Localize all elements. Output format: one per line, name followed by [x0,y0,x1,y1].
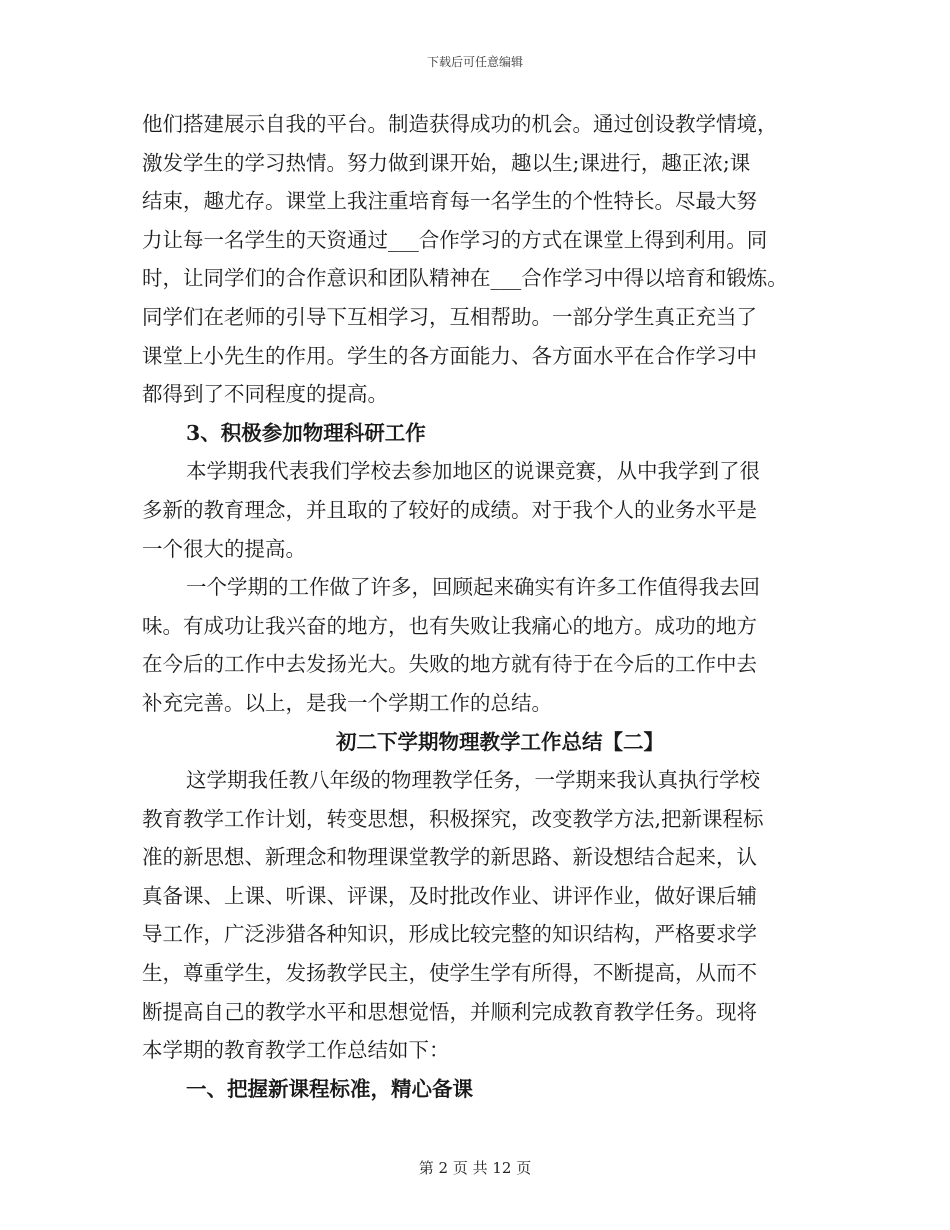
paragraph-line: 真备课、上课、听课、评课，及时批改作业、讲评作业，做好课后辅 [142,883,757,908]
paragraph-line: 一个学期的工作做了许多，回顾起来确实有许多工作值得我去回 [186,575,760,600]
paragraph-line: 补充完善。以上，是我一个学期工作的总结。 [142,690,552,715]
paragraph-line: 都得到了不同程度的提高。 [142,382,388,407]
paragraph-line: 他们搭建展示自我的平台。制造获得成功的机会。通过创设教学情境， [142,112,778,136]
section-heading: 3、积极参加物理科研工作 [186,420,426,445]
paragraph-line: 教育教学工作计划，转变思想，积极探究，改变教学方法,把新课程标 [142,806,764,831]
page-header: 下载后可任意编辑 [426,55,523,69]
paragraph-line: 激发学生的学习热情。努力做到课开始，趣以生;课进行，趣正浓;课 [142,150,751,175]
paragraph-line: 准的新思想、新理念和物理课堂教学的新思路、新设想结合起来，认 [142,845,757,870]
paragraph-line: 多新的教育理念，并且取的了较好的成绩。对于我个人的业务水平是 [142,497,757,522]
paragraph-line: 时，让同学们的合作意识和团队精神在___合作学习中得以培育和锻炼。 [142,266,788,291]
paragraph-line: 这学期我任教八年级的物理教学任务，一学期来我认真执行学校 [186,768,760,793]
document-title: 初二下学期物理教学工作总结【二】 [336,729,664,754]
paragraph-line: 力让每一名学生的天资通过___合作学习的方式在课堂上得到利用。同 [142,227,768,252]
paragraph-line: 断提高自己的教学水平和思想觉悟，并顺利完成教育教学任务。现将 [142,999,757,1024]
paragraph-line: 味。有成功让我兴奋的地方，也有失败让我痛心的地方。成功的地方 [142,613,757,638]
paragraph-line: 本学期的教育教学工作总结如下： [142,1038,450,1063]
paragraph-line: 生，尊重学生，发扬教学民主，使学生学有所得，不断提高，从而不 [142,961,757,986]
page-number: 第 2 页 共 12 页 [418,1159,532,1177]
paragraph-line: 导工作，广泛涉猎各种知识，形成比较完整的知识结构，严格要求学 [142,922,757,947]
paragraph-line: 结束，趣尤存。课堂上我注重培育每一名学生的个性特长。尽最大努 [142,189,757,214]
document-body [142,105,822,1108]
paragraph-line: 在今后的工作中去发扬光大。失败的地方就有待于在今后的工作中去 [142,652,757,677]
section-heading: 一、把握新课程标准，精心备课 [186,1076,473,1101]
paragraph-line: 本学期我代表我们学校去参加地区的说课竞赛，从中我学到了很 [186,459,760,484]
paragraph-line: 课堂上小先生的作用。学生的各方面能力、各方面水平在合作学习中 [142,343,757,368]
paragraph-line: 一个很大的提高。 [142,536,306,561]
paragraph-line: 同学们在老师的引导下互相学习，互相帮助。一部分学生真正充当了 [142,304,757,329]
